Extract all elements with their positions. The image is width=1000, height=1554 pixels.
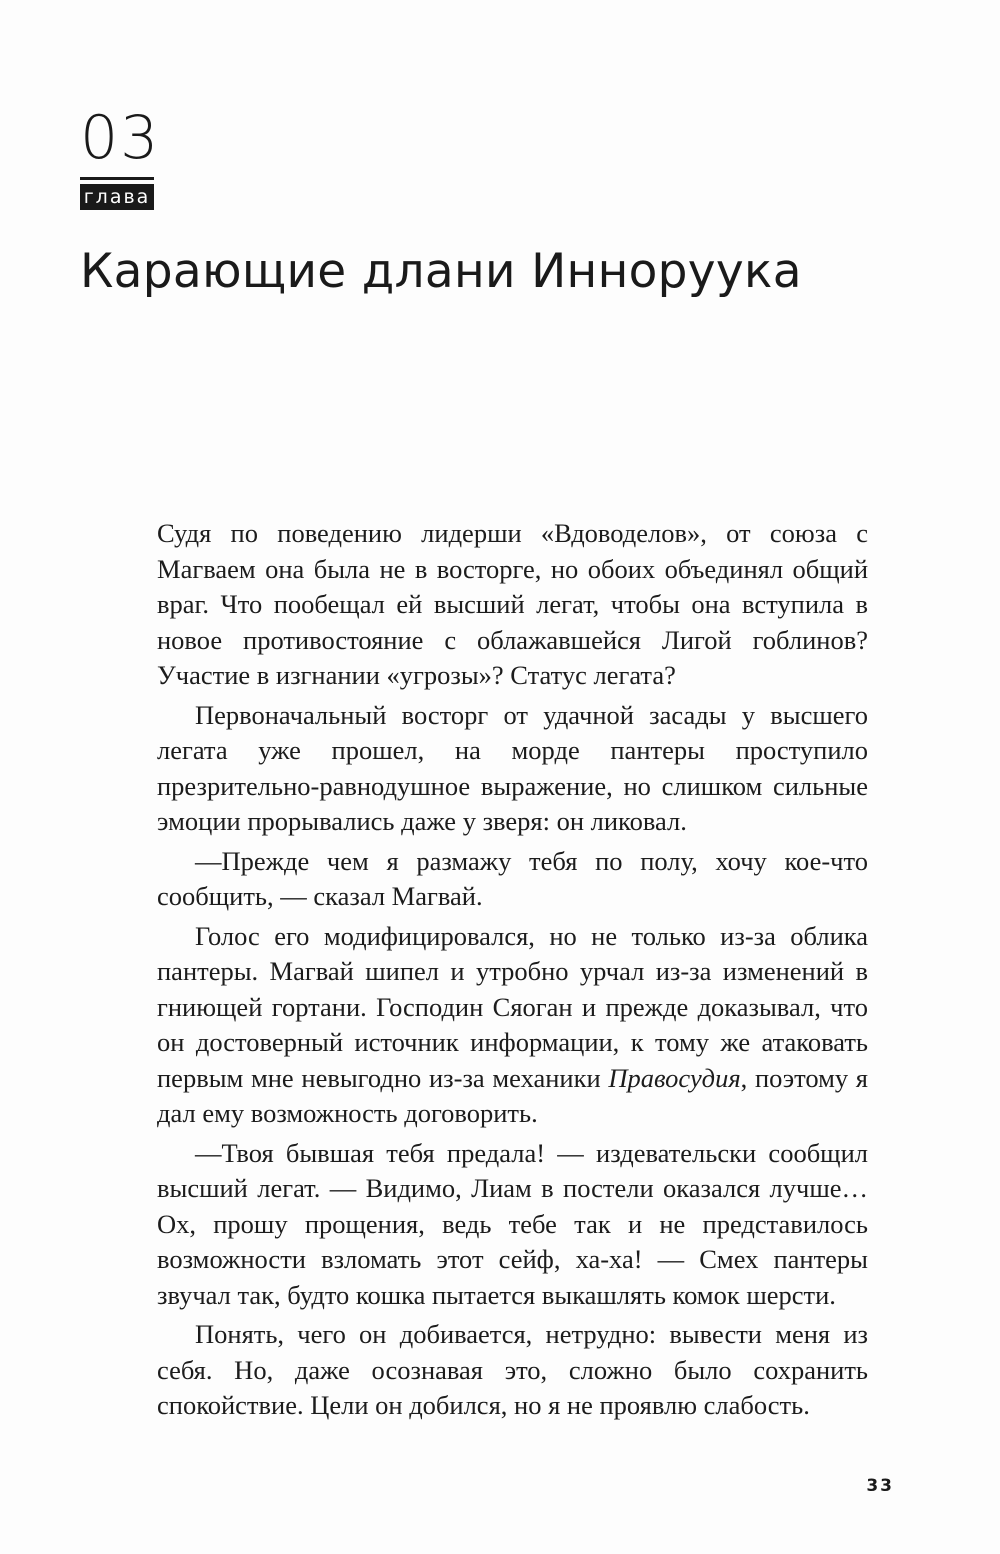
paragraph-text: Судя по поведению лидерши «Вдоводелов», от союза с Магваем она была не в восторге, но обоих объединял общий враг. Что пообещал ей высший легат, чтобы она вступила в новое противостояние с облажавшейся Лигой гоблинов? Участие в изгнании «угрозы»? Статус легата? <box>157 518 868 690</box>
paragraph <box>157 844 868 915</box>
paragraph-text: , поэтому я дал ему возможность договорить. <box>157 1062 868 1128</box>
paragraph-text: Понять, чего он добивается, нетрудно: вывести меня из себя. Но, даже осознавая это, сложно было сохранить спокойствие. Цели он добился, но я не проявлю слабость. <box>157 1319 868 1420</box>
paragraph-text: Первоначальный восторг от удачной засады у высшего легата уже прошел, на морде пантеры проступило презрительно-равнодушное выражение, но слишком сильные эмоции прорывались даже у зверя: он ликовал. <box>157 699 868 836</box>
paragraph-text: —Прежде чем я размажу тебя по полу, хочу кое-что сообщить, — сказал Магвай. <box>157 845 868 911</box>
body-text <box>157 516 868 1428</box>
paragraph <box>157 1136 868 1314</box>
italic-term: Правосудия <box>608 1062 741 1093</box>
page-number: 33 <box>866 1476 894 1496</box>
chapter-title: Карающие длани Инноруука <box>80 244 802 299</box>
paragraph <box>157 1317 868 1424</box>
chapter-number-underline <box>80 177 154 180</box>
chapter-number: 03 <box>80 103 161 173</box>
paragraph-text: —Твоя бывшая тебя предала! — издевательски сообщил высший легат. — Видимо, Лиам в постели оказался лучше… Ох, прошу прощения, ведь тебе так и не представилось возможности взломать этот сейф, ха-ха! — Смех пантеры звучал так, будто кошка пытается выкашлять комок шерсти. <box>157 1137 868 1310</box>
chapter-label: глава <box>80 184 154 210</box>
paragraph <box>157 919 868 1132</box>
paragraph <box>157 516 868 694</box>
paragraph <box>157 698 868 840</box>
paragraph-text: Голос его модифицировался, но не только из-за облика пантеры. Магвай шипел и утробно урчал из-за изменений в гниющей гортани. Господин Сяоган и прежде доказывал, что он достоверный источник информации, к тому же атаковать первым мне невыгодно из-за механики <box>157 920 868 1093</box>
